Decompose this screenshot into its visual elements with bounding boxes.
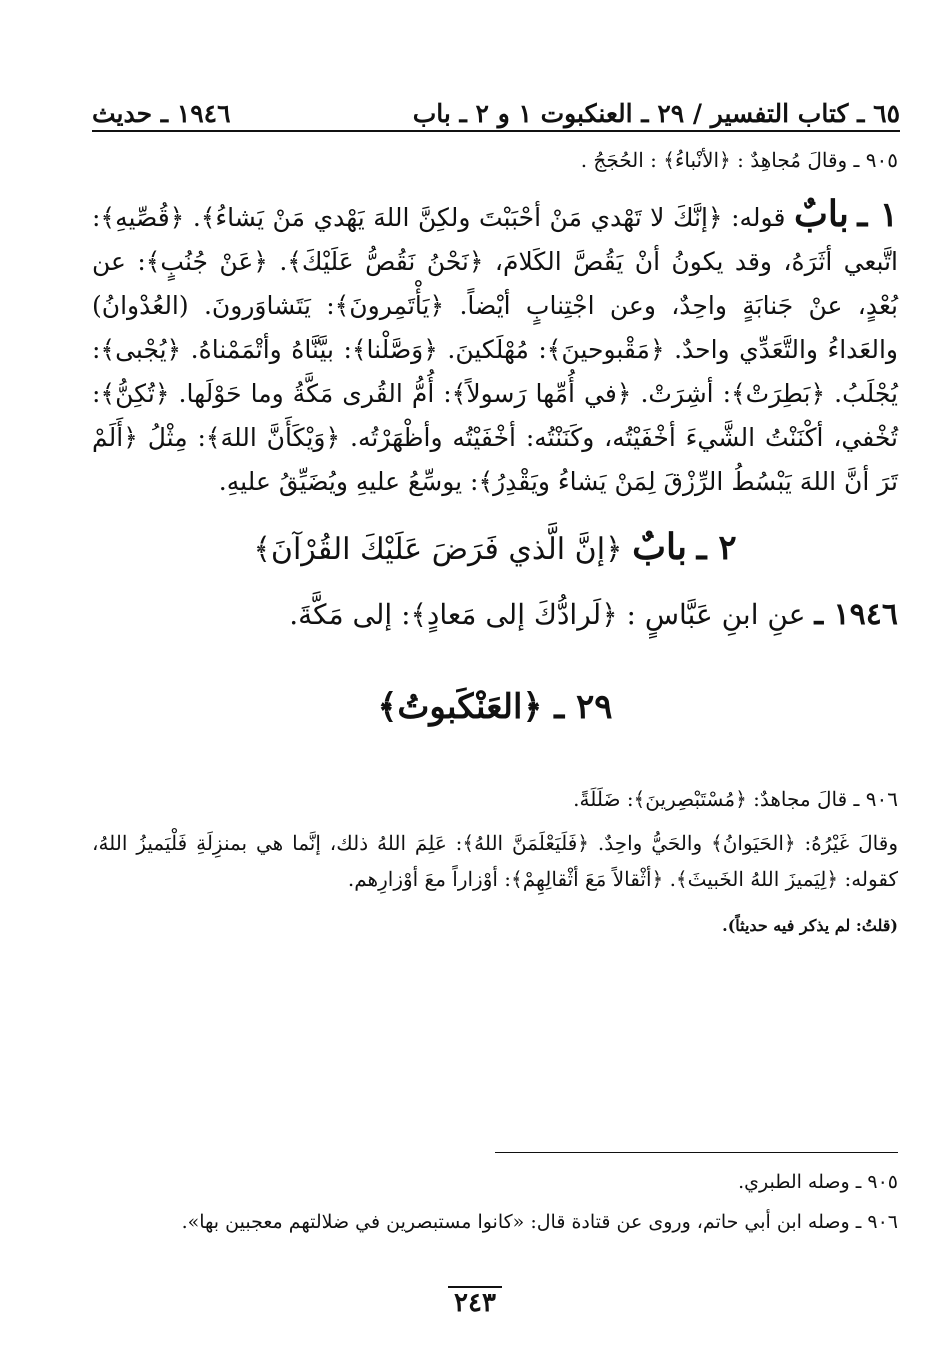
section-2-number: ٢ ـ <box>696 528 737 568</box>
section-1-text: قوله: ﴿إنَّكَ لا تَهْدي مَنْ أحْبَبْتَ ولكِنَّ اللهَ يَهْدي مَنْ يَشاءُ﴾. ﴿قُصِّيهِ﴾: اتَّبعي أثَرَهُ، وقد يكونُ أنْ يَقُصَّ الكَلامَ، ﴿نَحْنُ نَقُصُّ عَلَيْكَ﴾. ﴿عَنْ جُنُبٍ﴾: عن بُعْدٍ، عنْ جَنابَةٍ واحِدٌ، وعن اجْتِنابٍ أيْضاً. ﴿يَأْتَمِرونَ﴾: يَتَشاوَرونَ. (العُدْوانُ) والعَداءُ والتَّعَدِّي واحدٌ. ﴿مَقْبوحينَ﴾: مُهْلَكينَ. ﴿وَصَّلْنا﴾: بيَّنَّاهُ وأتْمَمْناهُ. ﴿يُجْبى﴾: يُجْلَبُ. ﴿بَطِرَتْ﴾: أشِرَتْ. ﴿في أُمِّها رَسولاً﴾: أُمُّ القُرى مَكَّةُ وما حَوْلَها. ﴿تُكِنُّ﴾: تُخْفي، أكْنَنْتُ الشَّيءَ أخْفَيْتُه، وكَنَنْتُه: أخْفَيْتُه وأظْهَرْتُه. ﴿وَيْكَأَنَّ اللهَ﴾: مِثْلُ ﴿أَلَمْ تَرَ أنَّ اللهَ يَبْسُطُ الرِّزْقَ لِمَنْ يَشاءُ ويَقْدِرُ﴾: يوسِّعُ عليهِ ويُضَيِّقُ عليهِ. <box>92 203 898 496</box>
qalat-note: (قلتُ: لم يذكر فيه حديثاً). <box>722 916 898 935</box>
intro-note: ٩٠٥ ـ وقالَ مُجاهِدٌ : ﴿الأنْباءُ﴾ : الحُجَجُ . <box>580 148 898 172</box>
note-other: وقالَ غَيْرُهُ: ﴿الحَيَوانُ﴾ والحَيُّ واحِدٌ. ﴿فَلَيَعْلَمَنَّ اللهُ﴾: عَلِمَ اللهُ ذلك، إنَّما هي بمنزِلَةِ فَلْيَميزُ اللهُ، كقوله: ﴿لِيَميزَ اللهُ الخَبيثَ﴾. ﴿أثْقالاً مَعَ أثْقالِهِمْ﴾: أوْزاراً معَ أوْزارِهم. <box>92 831 898 891</box>
section-1-bab: بابٌ <box>793 193 849 235</box>
section-1-number: ١ ـ <box>857 195 899 235</box>
main-text <box>92 142 898 941</box>
page-number-value: ٢٤٣ <box>448 1286 502 1318</box>
note-906: ٩٠٦ ـ قالَ مجاهدٌ: ﴿مُسْتَبْصِرينَ﴾: ضَلَلَةً. <box>573 787 898 811</box>
header-rule <box>92 130 900 132</box>
running-header <box>92 88 900 128</box>
hadith-1946 <box>92 585 898 645</box>
footnote-905: ٩٠٥ ـ وصله الطبري. <box>738 1171 898 1193</box>
header-hadith-range: ١٩٤٦ ـ حديث <box>92 99 231 128</box>
footnote-906: ٩٠٦ ـ وصله ابن أبي حاتم، وروى عن قتادة قال: «كانوا مستبصرين في ضلالتهم معجبين بها». <box>181 1211 898 1233</box>
section-1 <box>92 192 898 504</box>
section-2-text: ﴿إنَّ الَّذي فَرَضَ عَلَيْكَ القُرْآنَ﴾ <box>253 532 623 567</box>
hadith-number: ١٩٤٦ ـ <box>814 597 898 632</box>
hadith-text: عنِ ابنِ عَبَّاسٍ : ﴿لَرادُّكَ إلى مَعادٍ﴾: إلى مَكَّةَ. <box>289 598 806 631</box>
footnotes <box>92 1162 898 1242</box>
page-number <box>0 1288 950 1318</box>
header-title: ٦٥ ـ كتاب التفسير / ٢٩ ـ العنكبوت ١ و ٢ ـ باب <box>412 99 900 128</box>
section-2-heading <box>92 512 898 585</box>
chapter-heading: ٢٩ ـ ﴿العَنْكَبوتُ﴾ <box>377 687 613 727</box>
section-2-bab: بابٌ <box>632 526 688 568</box>
footnote-rule <box>495 1152 898 1153</box>
